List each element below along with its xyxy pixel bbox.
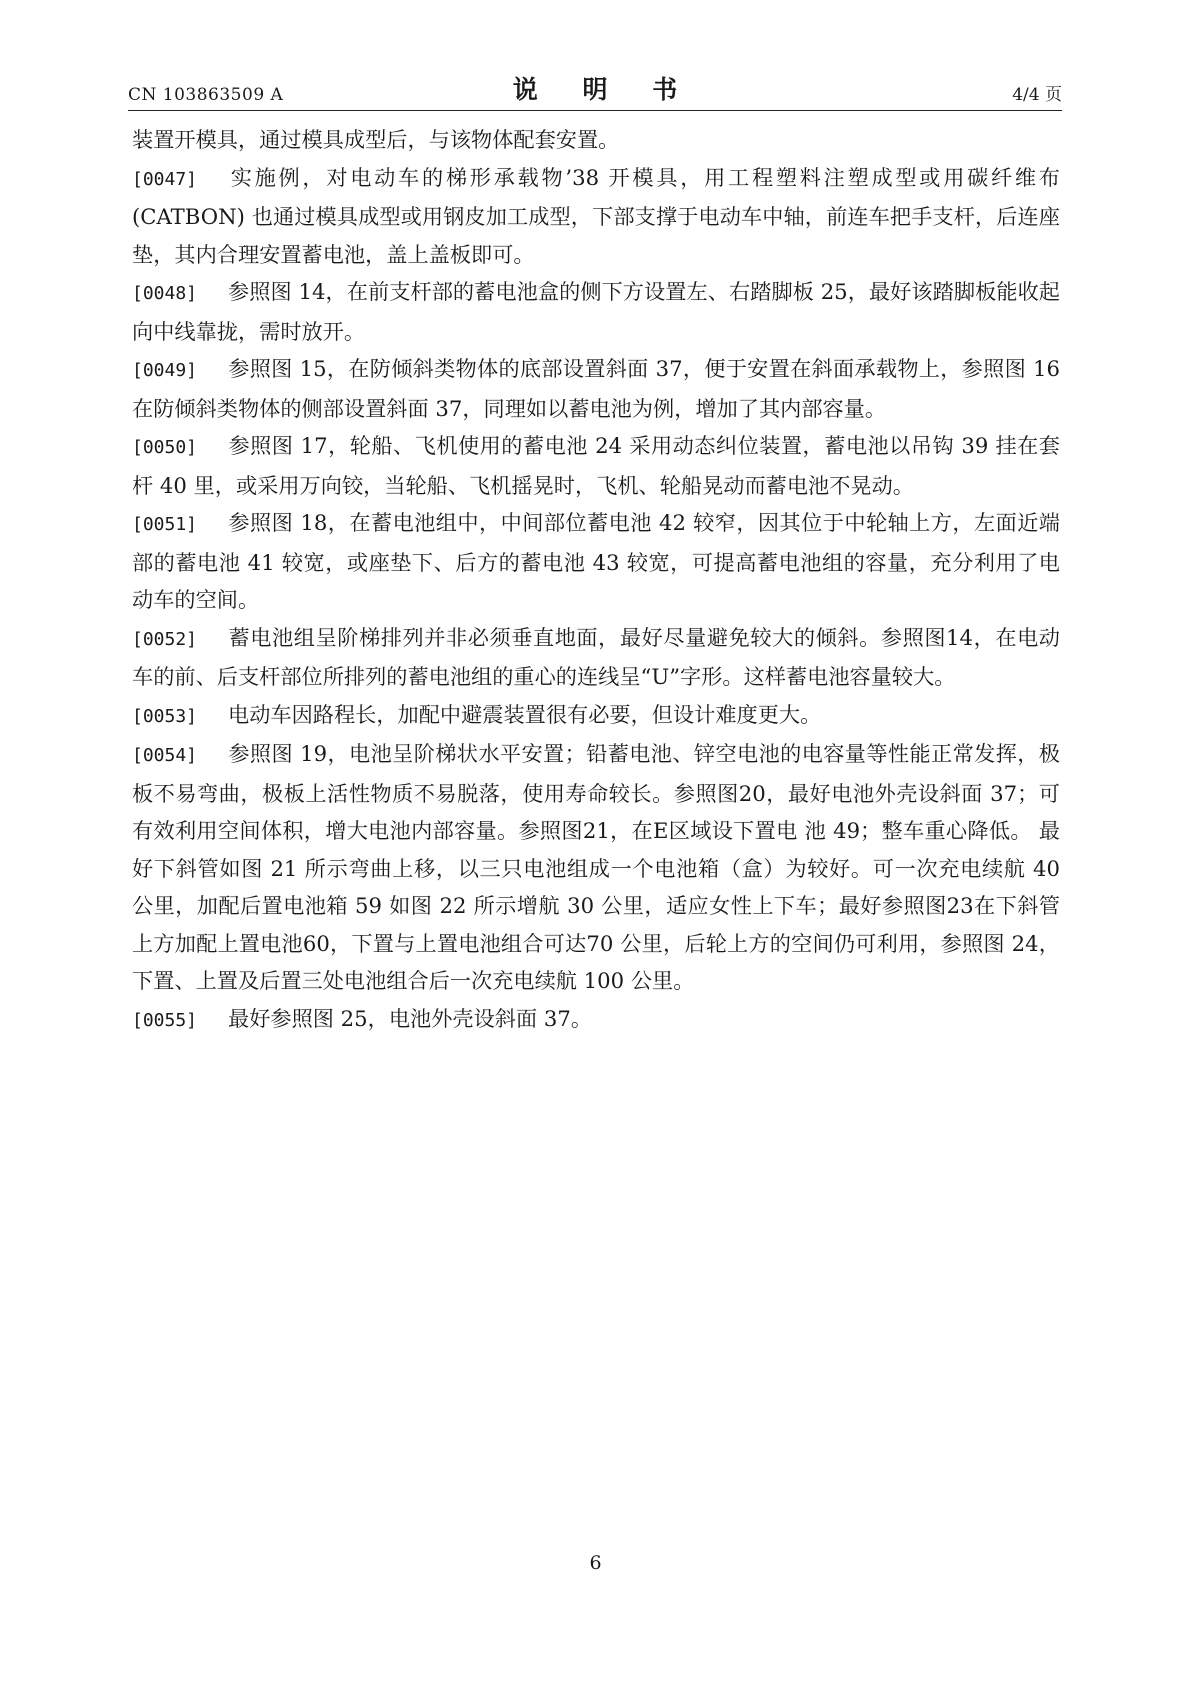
paragraph-number: [0054]: [132, 745, 198, 766]
document-body: [132, 121, 1060, 1039]
paragraph-number: [0048]: [132, 283, 198, 304]
paragraph-0050: [132, 427, 1060, 504]
page-number: 6: [589, 1552, 602, 1574]
paragraph-0048: [132, 273, 1060, 350]
paragraph-0049: [132, 350, 1060, 427]
page-header: [128, 70, 1062, 108]
header-divider: [128, 110, 1062, 111]
paragraph-text: 参照图 19，电池呈阶梯状水平安置；铅蓄电池、锌空电池的电容量等性能正常发挥，极板不易弯曲，极板上活性物质不易脱落，使用寿命较长。参照图20，最好电池外壳设斜面 37；可有效利用空间体积，增大电池内部容量。参照图21，在E区域设下置电 池 49；整车重心降低。 最好下斜管如图 21 所示弯曲上移，以三只电池组成一个电池箱（盒）为较好。可一次充电续航 40 公里，加配后置电池箱 59 如图 22 所示增航 30 公里，适应女性上下车；最好参照图23在下斜管上方加配上置电池60，下置与上置电池组合可达70 公里，后轮上方的空间仍可利用，参照图 24，下置、上置及后置三处电池组合后一次充电续航 100 公里。: [132, 741, 1060, 993]
paragraph-number: [0050]: [132, 437, 198, 458]
paragraph-text: 电动车因路程长，加配中避震装置很有必要，但设计难度更大。: [228, 701, 822, 727]
paragraph-text: 参照图 14，在前支杆部的蓄电池盒的侧下方设置左、右踏脚板 25，最好该踏脚板能收起向中线靠拢，需时放开。: [132, 279, 1060, 344]
paragraph-0052: [132, 619, 1060, 696]
paragraph-number: [0051]: [132, 514, 198, 535]
paragraph-text: 最好参照图 25，电池外壳设斜面 37。: [228, 1005, 593, 1031]
paragraph-text: 装置开模具，通过模具成型后，与该物体配套安置。: [132, 127, 620, 152]
paragraph-0055: [132, 1000, 1060, 1040]
paragraph-0051: [132, 504, 1060, 619]
paragraph-text: 蓄电池组呈阶梯排列并非必须垂直地面，最好尽量避免较大的倾斜。参照图14，在电动车的前、后支杆部位所排列的蓄电池组的重心的连线呈“U”字形。这样蓄电池容量较大。: [132, 624, 1060, 689]
paragraph-continuation: [132, 121, 1060, 159]
paragraph-text: 实施例，对电动车的梯形承载物’38 开模具，用工程塑料注塑成型或用碳纤维布 (CATBON) 也通过模具成型或用钢皮加工成型，下部支撑于电动车中轴，前连车把手支杆，后连座垫，其内合理安置蓄电池，盖上盖板即可。: [132, 164, 1060, 267]
paragraph-0047: [132, 159, 1060, 274]
paragraph-number: [0053]: [132, 705, 198, 727]
paragraph-number: [0052]: [132, 628, 198, 650]
paragraph-number: [0049]: [132, 360, 198, 381]
page-footer: [0, 1552, 1191, 1574]
paragraph-number: [0047]: [132, 168, 198, 190]
paragraph-number: [0055]: [132, 1009, 198, 1031]
patent-number: CN 103863509 A: [128, 85, 284, 105]
paragraph-text: 参照图 18，在蓄电池组中，中间部位蓄电池 42 较窄，因其位于中轮轴上方，左面近端部的蓄电池 41 较宽，或座垫下、后方的蓄电池 43 较宽，可提高蓄电池组的容量，充分利用了电动车的空间。: [132, 510, 1060, 612]
paragraph-0054: [132, 735, 1060, 1000]
page-label: 4/4 页: [1012, 85, 1062, 105]
paragraph-0053: [132, 696, 1060, 736]
paragraph-text: 参照图 17，轮船、飞机使用的蓄电池 24 采用动态纠位装置，蓄电池以吊钩 39 挂在套杆 40 里，或采用万向铰，当轮船、飞机摇晃时，飞机、轮船晃动而蓄电池不晃动。: [132, 433, 1060, 498]
paragraph-text: 参照图 15，在防倾斜类物体的底部设置斜面 37，便于安置在斜面承载物上，参照图 16 在防倾斜类物体的侧部设置斜面 37，同理如以蓄电池为例，增加了其内部容量。: [132, 356, 1060, 421]
document-title: 说 明 书: [512, 75, 696, 104]
